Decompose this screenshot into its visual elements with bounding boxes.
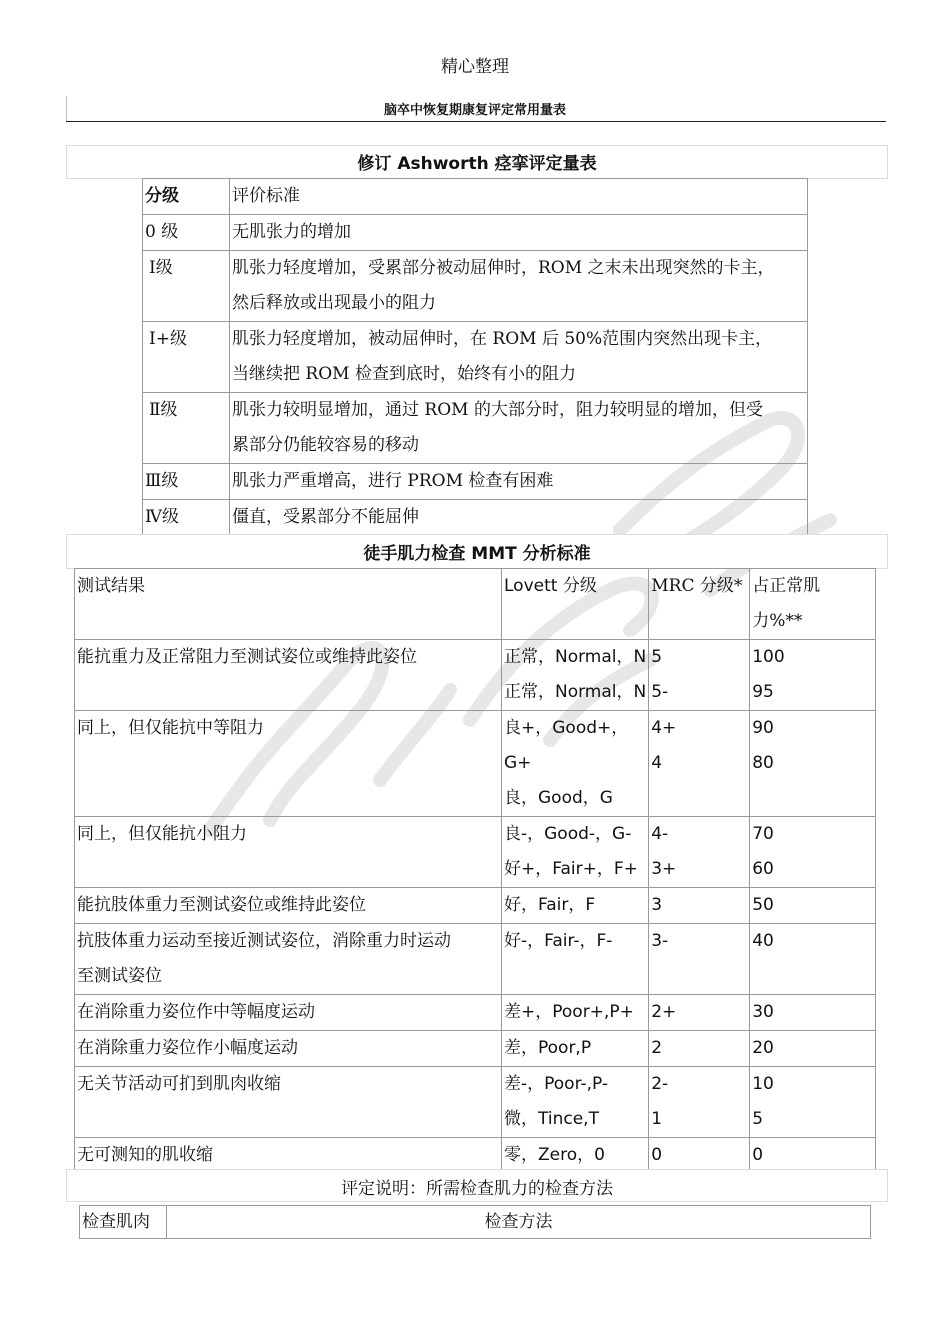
table-row	[75, 1031, 876, 1067]
mrc-cell	[649, 1067, 750, 1138]
mmt-title-suffix: 分析标准	[522, 544, 591, 564]
table-row	[75, 888, 876, 924]
result-cell	[75, 817, 502, 888]
page-header-title: 精心整理	[441, 57, 509, 77]
result-line: 同上，但仅能抗小阻力	[77, 824, 247, 844]
result-cell	[75, 640, 502, 711]
criteria-cell	[230, 322, 808, 393]
mrc-line: 4-	[651, 824, 669, 844]
lovett-line: 好+，Fair+，F+	[504, 859, 638, 879]
table-row	[143, 500, 808, 536]
mrc-line: 4+	[651, 718, 677, 738]
lovett-line: 好，Fair，F	[504, 895, 596, 915]
criteria-line: 无肌张力的增加	[232, 222, 351, 242]
criteria-line: 然后释放或出现最小的阻力	[232, 293, 436, 313]
header-mrc: MRC 分级*	[649, 569, 750, 640]
result-cell	[75, 1067, 502, 1138]
lovett-line: 良-，Good-，G-	[504, 824, 632, 844]
mmt-title-en: MMT	[471, 544, 517, 564]
grade-cell: 0 级	[143, 215, 230, 251]
mrc-line: 1	[651, 1109, 663, 1129]
percent-line: 5	[752, 1109, 764, 1129]
percent-line: 60	[752, 859, 774, 879]
mrc-line: 3	[651, 895, 663, 915]
header-lovett: Lovett 分级	[502, 569, 649, 640]
percent-line: 40	[752, 931, 774, 951]
lovett-cell	[502, 640, 649, 711]
percent-line: 50	[752, 895, 774, 915]
header-grade: 分级	[143, 179, 230, 215]
mrc-cell	[649, 711, 750, 817]
percent-cell	[750, 995, 876, 1031]
method-section-heading: 评定说明：所需检查肌力的检查方法	[66, 1169, 888, 1202]
percent-line: 80	[752, 753, 774, 773]
percent-line: 100	[752, 647, 785, 667]
criteria-line: 肌张力严重增高，进行 PROM 检查有困难	[232, 471, 554, 491]
lovett-cell	[502, 711, 649, 817]
table-header-row	[75, 569, 876, 640]
table-row	[75, 924, 876, 995]
result-line: 抗肢体重力运动至接近测试姿位，消除重力时运动	[77, 931, 451, 951]
lovett-line: 差+，Poor+,P+	[504, 1002, 634, 1022]
criteria-cell	[230, 251, 808, 322]
percent-cell	[750, 888, 876, 924]
mrc-cell	[649, 888, 750, 924]
mrc-line: 4	[651, 753, 663, 773]
criteria-line: 肌张力轻度增加，受累部分被动屈伸时，ROM 之末未出现突然的卡主，	[232, 258, 775, 278]
table-row	[75, 711, 876, 817]
result-line: 无关节活动可扪到肌肉收缩	[77, 1074, 281, 1094]
percent-line: 10	[752, 1074, 774, 1094]
mrc-line: 2	[651, 1038, 663, 1058]
table-row	[143, 464, 808, 500]
method-table	[79, 1205, 871, 1239]
header-method: 检查方法	[167, 1206, 871, 1239]
percent-line: 0	[752, 1145, 764, 1165]
header-percent	[750, 569, 876, 640]
result-cell	[75, 711, 502, 817]
mrc-line: 5-	[651, 682, 669, 702]
mmt-table	[74, 568, 876, 1174]
grade-cell: Ⅱ级	[143, 393, 230, 464]
lovett-line: 良，Good，G	[504, 788, 613, 808]
table-row	[75, 1067, 876, 1138]
percent-line: 20	[752, 1038, 774, 1058]
mrc-line: 3-	[651, 931, 669, 951]
criteria-line: 僵直，受累部分不能屈伸	[232, 507, 419, 527]
lovett-line: 微，Tince,T	[504, 1109, 599, 1129]
lovett-cell	[502, 1067, 649, 1138]
percent-line: 70	[752, 824, 774, 844]
grade-cell: Ⅰ级	[143, 251, 230, 322]
criteria-line: 肌张力轻度增加，被动屈伸时，在 ROM 后 50%范围内突然出现卡主，	[232, 329, 773, 349]
mrc-line: 0	[651, 1145, 663, 1165]
ashworth-title-prefix: 修订	[357, 154, 392, 174]
criteria-cell	[230, 393, 808, 464]
table-row	[143, 322, 808, 393]
criteria-cell	[230, 215, 808, 251]
mrc-cell	[649, 924, 750, 995]
lovett-line: 正常，Normal，N	[504, 647, 647, 667]
grade-cell: Ⅲ级	[143, 464, 230, 500]
lovett-line: G+	[504, 753, 532, 773]
table-row	[143, 251, 808, 322]
result-cell	[75, 924, 502, 995]
percent-line: 30	[752, 1002, 774, 1022]
percent-cell	[750, 924, 876, 995]
criteria-line: 当继续把 ROM 检查到底时，始终有小的阻力	[232, 364, 576, 384]
result-line: 能抗肢体重力至测试姿位或维持此姿位	[77, 895, 366, 915]
result-line: 同上，但仅能抗中等阻力	[77, 718, 264, 738]
result-cell	[75, 995, 502, 1031]
table-row	[75, 817, 876, 888]
mrc-line: 2+	[651, 1002, 677, 1022]
result-line: 在消除重力姿位作小幅度运动	[77, 1038, 298, 1058]
result-line: 在消除重力姿位作中等幅度运动	[77, 1002, 315, 1022]
criteria-line: 肌张力较明显增加，通过 ROM 的大部分时，阻力较明显的增加，但受	[232, 400, 763, 420]
document-title: 脑卒中恢复期康复评定常用量表	[383, 103, 566, 118]
criteria-cell	[230, 500, 808, 536]
header-muscle: 检查肌肉	[80, 1206, 167, 1239]
criteria-cell	[230, 464, 808, 500]
lovett-line: 良+，Good+，	[504, 718, 629, 738]
lovett-cell	[502, 888, 649, 924]
mrc-cell	[649, 995, 750, 1031]
header-percent-line1: 占正常肌	[752, 576, 821, 596]
lovett-line: 差-，Poor-,P-	[504, 1074, 609, 1094]
lovett-line: 正常，Normal，N	[504, 682, 647, 702]
result-line: 无可测知的肌收缩	[77, 1145, 213, 1165]
mrc-cell	[649, 1031, 750, 1067]
header-percent-line2: 力%**	[752, 611, 803, 631]
percent-cell	[750, 1031, 876, 1067]
table-header-row	[143, 179, 808, 215]
table-header-row	[80, 1206, 871, 1239]
mrc-cell	[649, 640, 750, 711]
mrc-line: 5	[651, 647, 663, 667]
ashworth-section-heading	[66, 145, 888, 179]
result-line: 能抗重力及正常阻力至测试姿位或维持此姿位	[77, 647, 417, 667]
ashworth-table	[142, 178, 808, 536]
percent-cell	[750, 817, 876, 888]
table-row	[75, 640, 876, 711]
lovett-line: 差，Poor,P	[504, 1038, 592, 1058]
ashworth-title-en: Ashworth	[397, 154, 489, 174]
ashworth-title-suffix: 痉挛评定量表	[494, 154, 597, 174]
percent-cell	[750, 711, 876, 817]
lovett-cell	[502, 1031, 649, 1067]
lovett-cell	[502, 995, 649, 1031]
mmt-section-heading	[66, 534, 888, 569]
percent-cell	[750, 640, 876, 711]
lovett-cell	[502, 817, 649, 888]
percent-line: 90	[752, 718, 774, 738]
table-row	[143, 215, 808, 251]
mmt-title-prefix: 徒手肌力检查	[363, 544, 466, 564]
percent-cell	[750, 1067, 876, 1138]
result-line: 至测试姿位	[77, 966, 162, 986]
header-criteria: 评价标准	[230, 179, 808, 215]
grade-cell: Ⅰ+级	[143, 322, 230, 393]
table-row	[75, 995, 876, 1031]
title-underline	[66, 121, 886, 122]
header-result: 测试结果	[75, 569, 502, 640]
lovett-line: 好-，Fair-，F-	[504, 931, 613, 951]
table-row	[143, 393, 808, 464]
mrc-cell	[649, 817, 750, 888]
result-cell	[75, 1031, 502, 1067]
lovett-cell	[502, 924, 649, 995]
grade-cell: Ⅳ级	[143, 500, 230, 536]
lovett-line: 零，Zero，0	[504, 1145, 605, 1165]
criteria-line: 累部分仍能较容易的移动	[232, 435, 419, 455]
percent-line: 95	[752, 682, 774, 702]
result-cell	[75, 888, 502, 924]
mrc-line: 3+	[651, 859, 677, 879]
mrc-line: 2-	[651, 1074, 669, 1094]
